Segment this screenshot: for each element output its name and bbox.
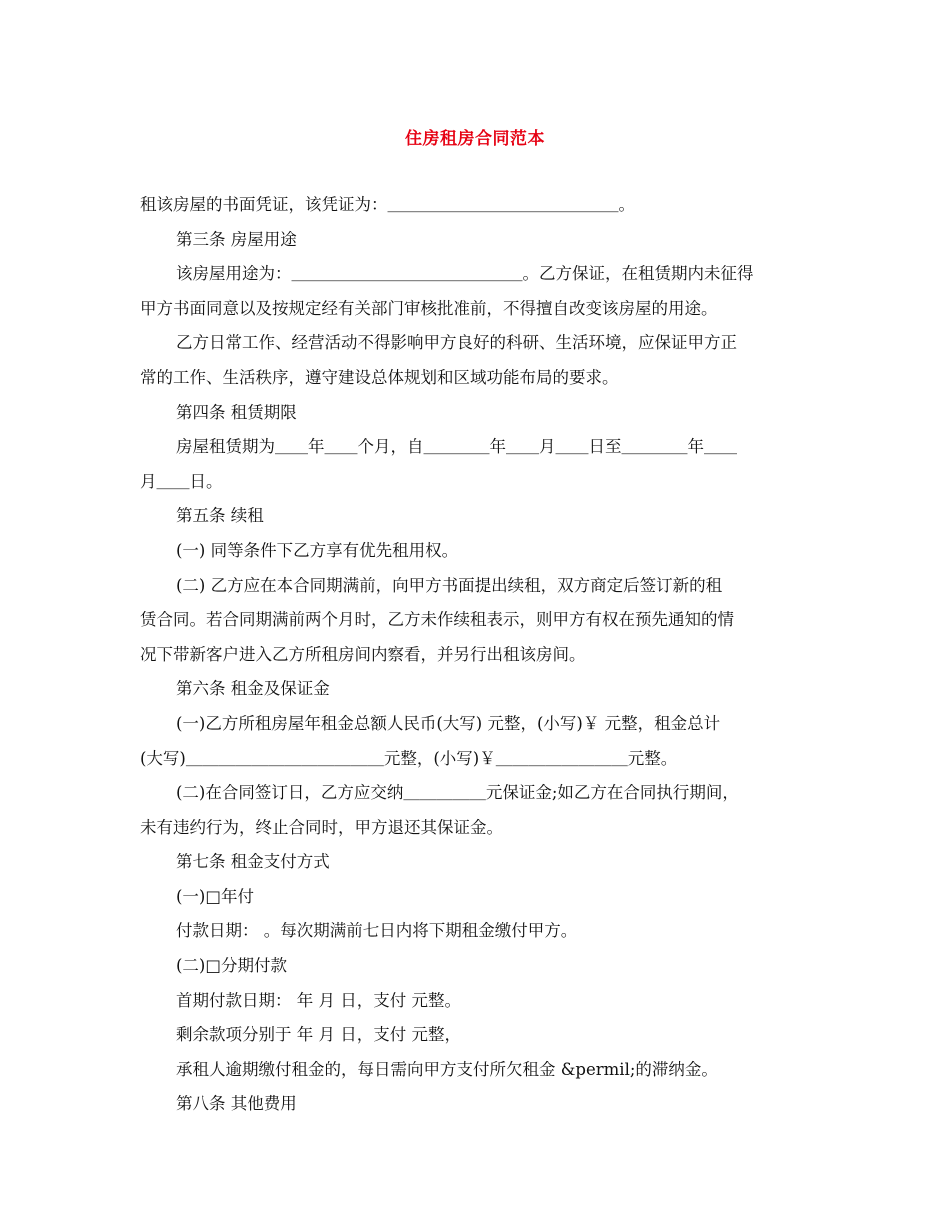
paragraph-line: (一)乙方所租房屋年租金总额人民币(大写) 元整，(小写)￥ 元整，租金总计 [176, 713, 721, 733]
article-heading: 第四条 租赁期限 [176, 402, 297, 422]
paragraph-line: 月＿＿日。 [140, 471, 223, 491]
article-heading: 第七条 租金支付方式 [176, 852, 330, 872]
paragraph-line: 首期付款日期： 年 月 日，支付 元整。 [176, 990, 461, 1010]
paragraph-line: (一) 同等条件下乙方享有优先租用权。 [176, 540, 459, 560]
document-body [140, 188, 812, 1122]
article-heading: 第三条 房屋用途 [176, 229, 297, 249]
paragraph-line: 况下带新客户进入乙方所租房间内察看，并另行出租该房间。 [140, 644, 586, 664]
paragraph-line: (二)□分期付款 [176, 956, 287, 976]
paragraph-line: (大写)＿＿＿＿＿＿＿＿＿＿＿＿元整，(小写)￥＿＿＿＿＿＿＿＿元整。 [140, 748, 678, 768]
article-heading: 第六条 租金及保证金 [176, 679, 330, 699]
paragraph-line: 乙方日常工作、经营活动不得影响甲方良好的科研、生活环境，应保证甲方正 [176, 333, 737, 353]
document-title: 住房租房合同范本 [405, 129, 545, 149]
paragraph-line: 承租人逾期缴付租金的，每日需向甲方支付所欠租金 &permil;的滞纳金。 [176, 1059, 718, 1079]
paragraph-line: 付款日期： 。每次期满前七日内将下期租金缴付甲方。 [176, 921, 578, 941]
paragraph-line: (二)在合同签订日，乙方应交纳＿＿＿＿＿元保证金;如乙方在合同执行期间， [176, 783, 739, 803]
paragraph-line: 赁合同。若合同期满前两个月时，乙方未作续租表示，则甲方有权在预先通知的情 [140, 610, 734, 630]
paragraph-line: (二) 乙方应在本合同期满前，向甲方书面提出续租，双方商定后签订新的租 [176, 575, 723, 595]
paragraph-line: 剩余款项分别于 年 月 日，支付 元整， [176, 1025, 461, 1045]
paragraph-line: 甲方书面同意以及按规定经有关部门审核批准前，不得擅自改变该房屋的用途。 [140, 298, 718, 318]
paragraph-line: (一)□年付 [176, 886, 254, 906]
paragraph-line: 未有违约行为，终止合同时，甲方退还其保证金。 [140, 817, 503, 837]
paragraph-line: 常的工作、生活秩序，遵守建设总体规划和区域功能布局的要求。 [140, 367, 619, 387]
paragraph-line: 房屋租赁期为＿＿年＿＿个月，自＿＿＿＿年＿＿月＿＿日至＿＿＿＿年＿＿ [176, 437, 737, 457]
article-heading: 第八条 其他费用 [176, 1094, 297, 1114]
paragraph-line: 该房屋用途为：＿＿＿＿＿＿＿＿＿＿＿＿＿＿。乙方保证，在租赁期内未征得 [176, 264, 754, 284]
paragraph-line: 租该房屋的书面凭证，该凭证为：＿＿＿＿＿＿＿＿＿＿＿＿＿＿。 [140, 195, 635, 214]
article-heading: 第五条 续租 [176, 506, 264, 526]
